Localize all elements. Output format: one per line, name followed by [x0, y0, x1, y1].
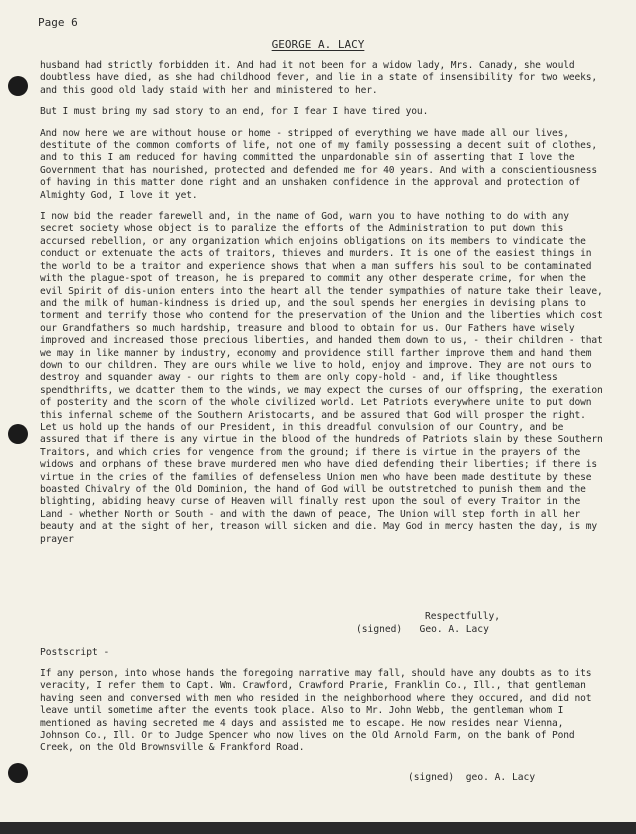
final-signed-label: (signed): [408, 772, 455, 783]
final-signature-name: geo. A. Lacy: [465, 772, 536, 783]
postscript-body: [40, 668, 605, 755]
signature-block: [356, 624, 489, 636]
paragraph-3: And now here we are without house or home - stripped of everything we have made all our lives, destitute of the common comforts of life, not one of my family possessing a decent suit of clothes, and to this I am reduced for having committed the unpardonable sin of asserting that I love the Government that has nourished, protected and defended me for 40 years. And with a conscientiousness of having in this matter done right and an unshaken confidence in the approval and protection of Almighty God, I love it yet.: [40, 127, 597, 201]
scan-edge: [0, 822, 636, 834]
page-number: Page 6: [38, 16, 78, 29]
page-title-text: GEORGE A. LACY: [271, 38, 365, 51]
binder-hole-middle: [8, 424, 28, 444]
binder-hole-top: [8, 76, 28, 96]
signature-name: Geo. A. Lacy: [419, 624, 489, 635]
closing: Respectfully,: [425, 611, 501, 622]
page-title: [0, 38, 636, 51]
binder-hole-bottom: [8, 763, 28, 783]
paragraph-2: But I must bring my sad story to an end, for I fear I have tired you.: [40, 106, 429, 118]
postscript-heading: Postscript -: [40, 647, 110, 658]
paragraph-1: husband had strictly forbidden it. And had it not been for a widow lady, Mrs. Canady, she would doubtless have died, as she had childhood fever, and lie in a state of insensibility for two weeks, and this good old lady staid with her and ministered to her.: [40, 60, 597, 96]
signed-label: (signed): [356, 624, 403, 635]
paragraph-4: I now bid the reader farewell and, in the name of God, warn you to have nothing to do with any secret society whose object is to paralize the efforts of the Administration to put down this accursed rebellion, or any organization which enjoins obligations on its members to vindicate the conduct or extenuate the acts of traitors, thieves and murders. It is one of the easiest things in the world to be a traitor and experience shows that when a man suffers his soul to be contaminated with the plague-spot of treason, he is prepared to commit any other desperate crime, for when the evil Spirit of dis-union enters into the heart all the tender sympathies of nature take their leave, and the milk of human-kindness is dried up, and the soul spends her energies in devising plans to torment and terrify those who contend for the preservation of the Union and the liberties which cost our Grandfathers so much hardship, treasure and blood to obtain for us. Our Fathers have wisely improved and increased those precious liberties, and handed them down to us, - their children - that we may in like manner by industry, economy and providence still farther improve them and hand them down to our children. They are ours while we live to hold, enjoy and improve. They are not ours to destroy and squander away - our rights to them are only copy-hold - and, if like thoughtless spendthrifts, we dcatter them to the winds, we may expect the curses of our offspring, the exeration of posterity and the scorn of the whole civilized world. Let Patriots everywhere unite to put down this infernal scheme of the Southern Aristocarts, and be assured that God will prosper the right. Let us hold up the hands of our President, in this dreadful convulsion of our Country, and be assured that if there is any virtue in the blood of the hundreds of Patriots slain by these Southern Traitors, and which cries for vengence from the ground; if there is virtue in the prayers of the widows and orphans of these brave murdered men who have died defending their liberties; if there is virtue in the cries of the families of defenseless Union men who have been made destitute by these boasted Chivalry of the Old Dominion, the hand of God will be outstretched to punish them and the blighting, abiding heavy curse of Heaven will finally rest upon the soul of every Traitor in the Land - whether North or South - and with the dawn of peace, The Union will step forth in all her beauty and at the sight of her, treason will sicken and die. May God in mercy hasten the day, is my prayer: [40, 211, 603, 545]
narrative-body: [40, 60, 605, 546]
final-signature-block: [408, 772, 535, 784]
postscript-text: If any person, into whose hands the foregoing narrative may fall, should have any doubts as to its veracity, I refer them to Capt. Wm. Crawford, Crawford Prarie, Franklin Co., Ill., that gentleman having seen and conversed with men who resided in the neighborhood where they occured, and did not leave until sometime after the events took place. Also to Mr. John Webb, the gentleman whom I mentioned as having secreted me 4 days and assisted me to escape. He now resides near Vienna, Johnson Co., Ill. Or to Judge Spencer who now lives on the Old Arnold Farm, on the bank of Pond Creek, on the Old Brownsville & Frankford Road.: [40, 668, 592, 754]
